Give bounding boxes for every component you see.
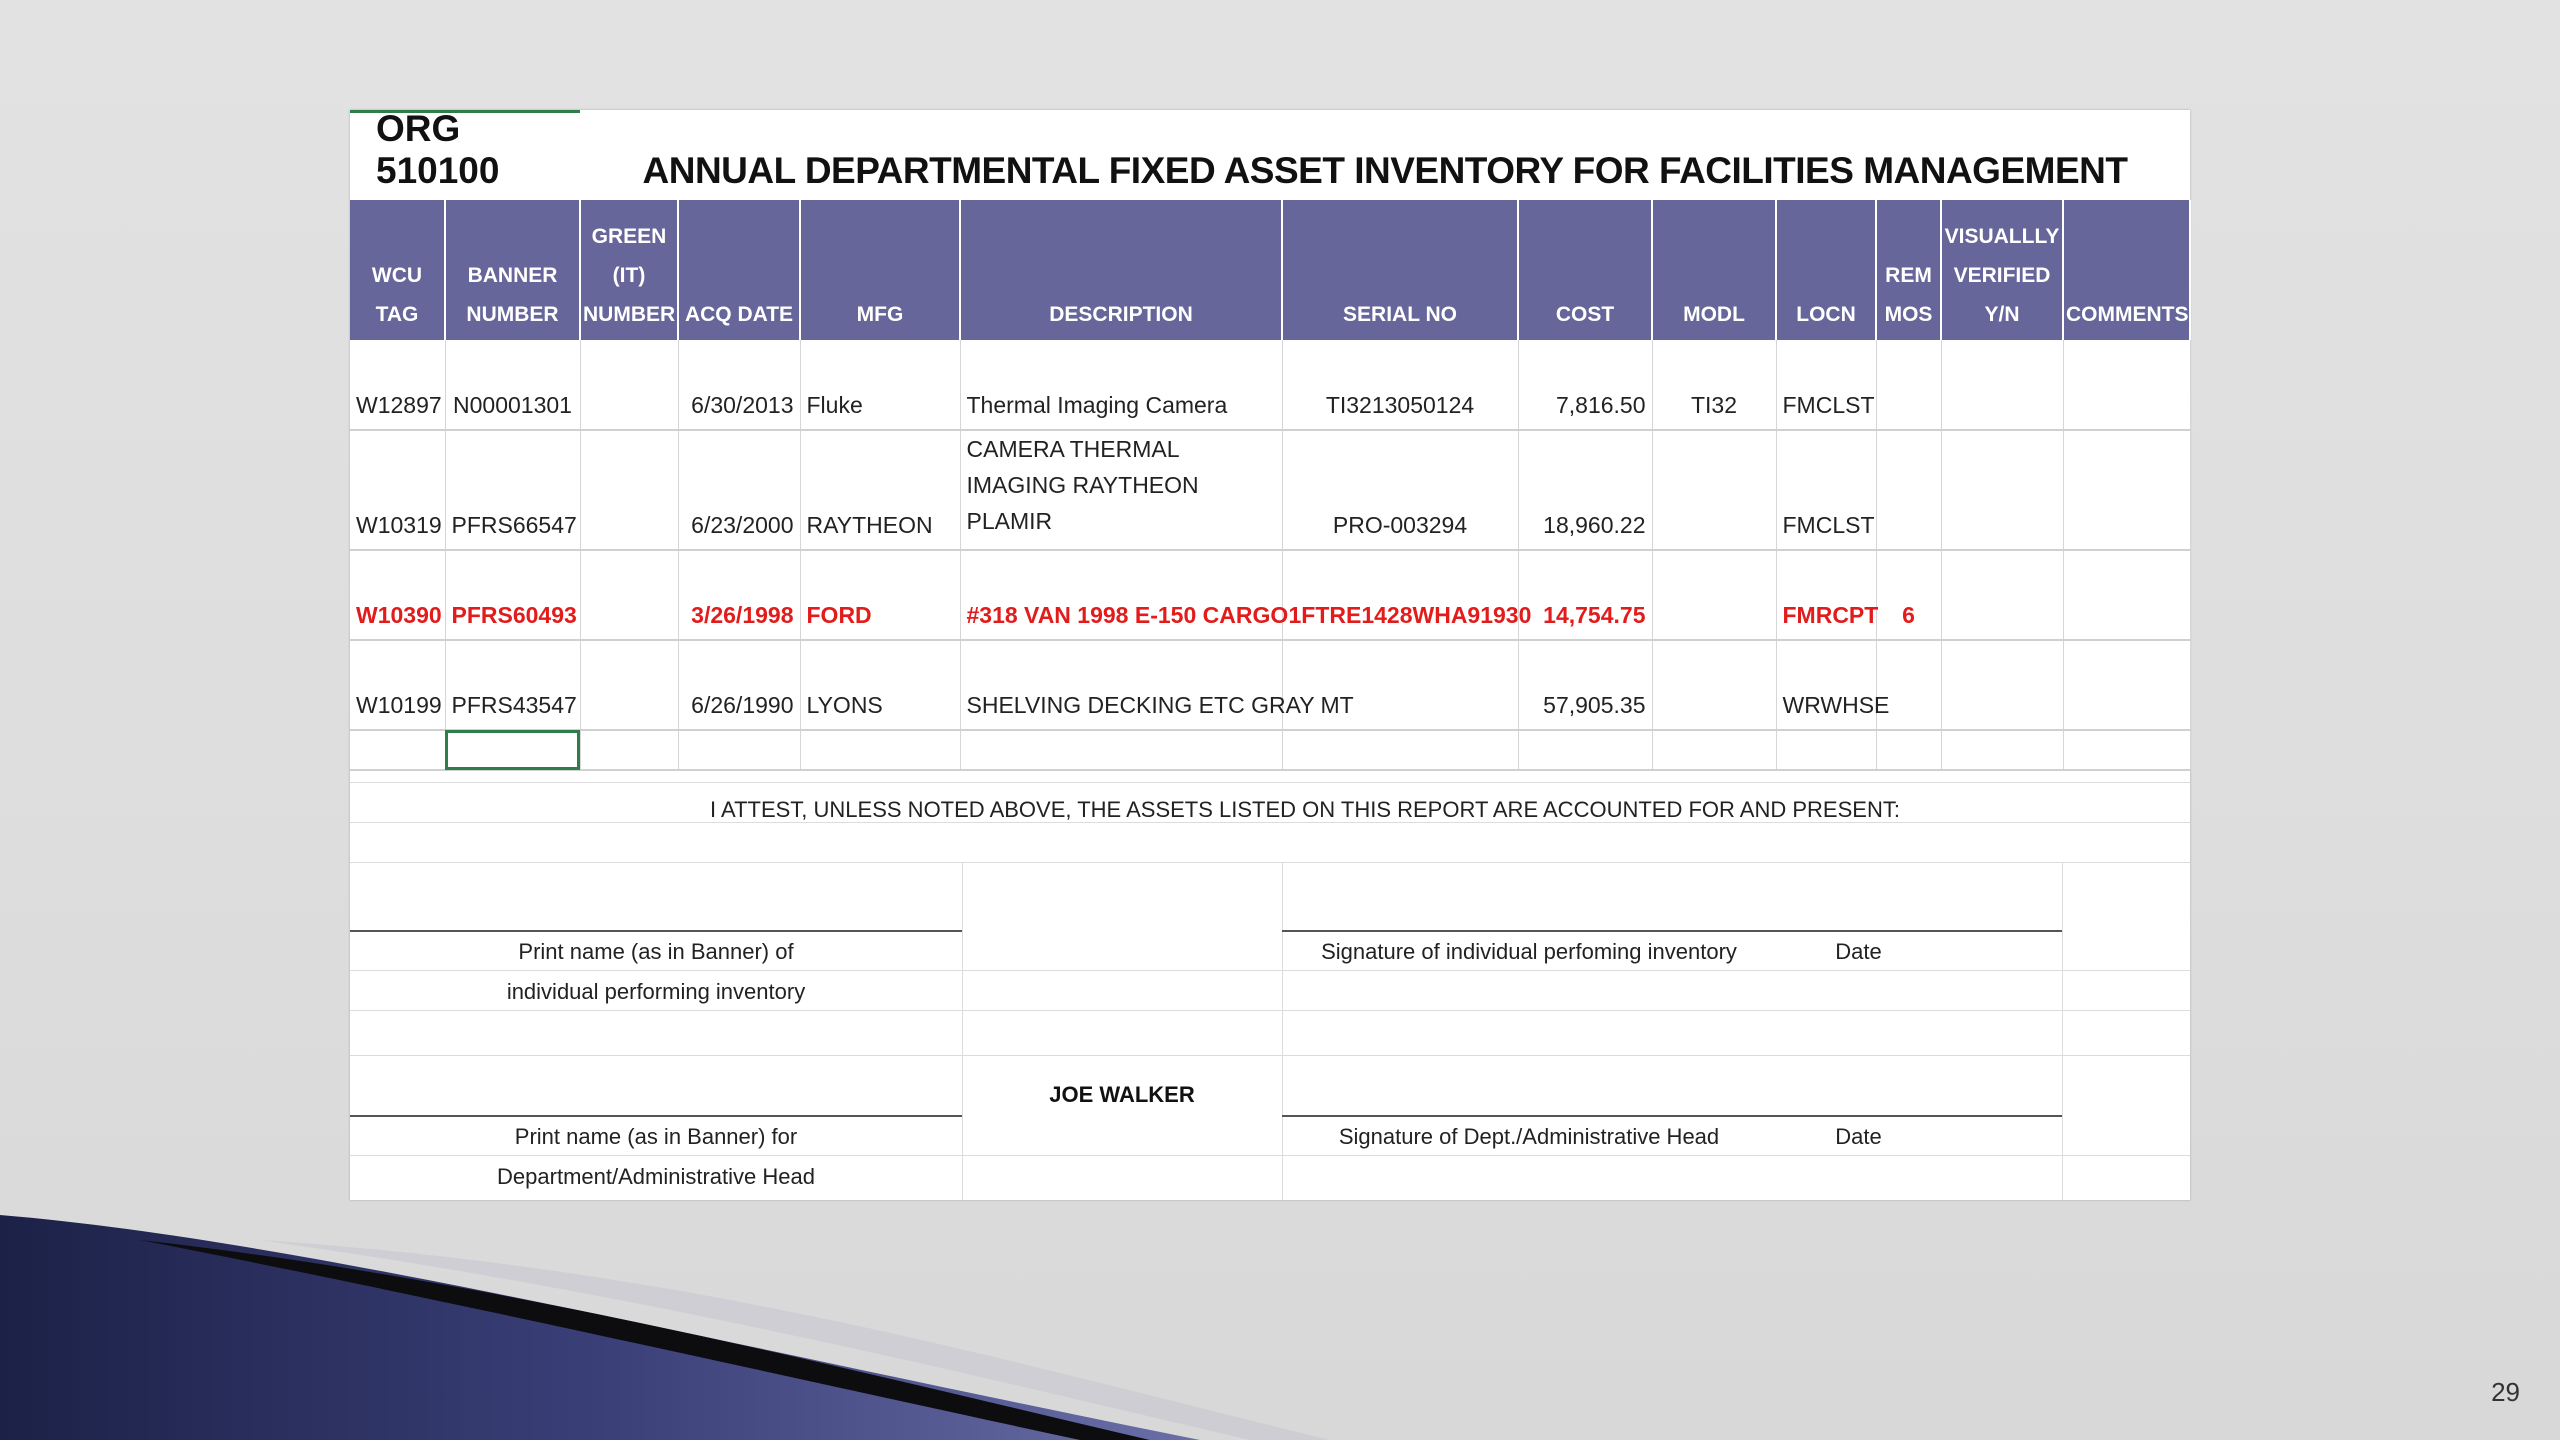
cell-modl[interactable] — [1652, 550, 1776, 640]
cell-serial-no[interactable]: PRO-003294 — [1282, 430, 1518, 550]
header-serial-no[interactable]: SERIAL NO — [1282, 200, 1518, 340]
spreadsheet — [350, 110, 2190, 1200]
cell-green-number[interactable] — [580, 550, 678, 640]
grid-line — [350, 862, 2190, 863]
attest-statement[interactable]: I ATTEST, UNLESS NOTED ABOVE, THE ASSETS LISTED ON THIS REPORT ARE ACCOUNTED FOR AND PRESENT: — [710, 797, 1900, 822]
print-name-label: Department/Administrative Head — [497, 1164, 815, 1189]
header-wcu-tag[interactable]: WCU TAG — [350, 200, 445, 340]
cell-banner-number[interactable]: N00001301 — [445, 340, 580, 430]
empty-cell[interactable] — [960, 730, 1282, 770]
header-description[interactable]: DESCRIPTION — [960, 200, 1282, 340]
print-name-label: Print name (as in Banner) for — [514, 1124, 798, 1149]
page-number: 29 — [2491, 1377, 2520, 1407]
grid-line — [2062, 862, 2063, 1200]
header-row — [350, 200, 2190, 340]
header-cost[interactable]: COST — [1518, 200, 1652, 340]
department-head-name[interactable]: JOE WALKER — [1049, 1082, 1195, 1107]
date-label: Date — [1835, 939, 1882, 964]
cell-cost[interactable]: 7,816.50 — [1518, 340, 1652, 430]
cell-cost[interactable]: 14,754.75 — [1518, 550, 1652, 640]
cell-modl[interactable] — [1652, 430, 1776, 550]
cell-wcu-tag[interactable]: W10199 — [350, 640, 445, 730]
cell-locn[interactable]: FMRCPT — [1776, 550, 1876, 640]
cell-rem-mos[interactable] — [1876, 430, 1941, 550]
cell-comments[interactable] — [2063, 640, 2190, 730]
empty-cell[interactable] — [1876, 730, 1941, 770]
selected-cell[interactable] — [445, 730, 580, 770]
empty-cell[interactable] — [1282, 730, 1518, 770]
grid-line — [962, 862, 963, 1200]
header-modl[interactable]: MODL — [1652, 200, 1776, 340]
cell-green-number[interactable] — [580, 340, 678, 430]
cell-cost[interactable]: 57,905.35 — [1518, 640, 1652, 730]
cell-description[interactable]: Thermal Imaging Camera — [960, 340, 1282, 430]
cell-rem-mos[interactable]: 6 — [1876, 550, 1941, 640]
header-mfg[interactable]: MFG — [800, 200, 960, 340]
cell-cost[interactable]: 18,960.22 — [1518, 430, 1652, 550]
header-visually-verified[interactable]: VISUALLLY VERIFIED Y/N — [1941, 200, 2063, 340]
cell-serial-no[interactable]: TI3213050124 — [1282, 340, 1518, 430]
empty-cell[interactable] — [1652, 730, 1776, 770]
table-row — [350, 340, 2190, 430]
header-locn[interactable]: LOCN — [1776, 200, 1876, 340]
cell-locn[interactable]: WRWHSE — [1776, 640, 1876, 730]
org-cell[interactable]: ORG 510100 — [350, 110, 580, 200]
empty-cell[interactable] — [2063, 730, 2190, 770]
decorative-swoosh — [0, 1200, 2560, 1440]
table-row-highlighted — [350, 550, 2190, 640]
cell-description[interactable]: CAMERA THERMAL IMAGING RAYTHEON PLAMIR — [960, 430, 1282, 550]
table-row — [350, 640, 2190, 730]
cell-locn[interactable]: FMCLST — [1776, 340, 1876, 430]
cell-green-number[interactable] — [580, 640, 678, 730]
empty-cell[interactable] — [1941, 730, 2063, 770]
cell-acq-date[interactable]: 3/26/1998 — [678, 550, 800, 640]
cell-acq-date[interactable]: 6/30/2013 — [678, 340, 800, 430]
signature-label: Signature of Dept./Administrative Head — [1338, 1124, 1720, 1149]
cell-banner-number[interactable]: PFRS66547 — [445, 430, 580, 550]
cell-verified[interactable] — [1941, 430, 2063, 550]
cell-comments[interactable] — [2063, 340, 2190, 430]
cell-description[interactable]: SHELVING DECKING ETC GRAY MT — [960, 640, 1282, 730]
empty-cell[interactable] — [580, 730, 678, 770]
empty-cell[interactable] — [800, 730, 960, 770]
empty-cell[interactable] — [1776, 730, 1876, 770]
cell-mfg[interactable]: Fluke — [800, 340, 960, 430]
cell-wcu-tag[interactable]: W10390 — [350, 550, 445, 640]
title-row — [350, 110, 2190, 200]
cell-verified[interactable] — [1941, 550, 2063, 640]
sheet-title[interactable]: ANNUAL DEPARTMENTAL FIXED ASSET INVENTORY FOR FACILITIES MANAGEMENT — [642, 150, 2128, 191]
cell-rem-mos[interactable] — [1876, 340, 1941, 430]
cell-mfg[interactable]: FORD — [800, 550, 960, 640]
cell-mfg[interactable]: LYONS — [800, 640, 960, 730]
cell-serial-no[interactable]: 1FTRE1428WHA91930 — [1282, 550, 1518, 640]
grid-line — [350, 782, 2190, 783]
table-row — [350, 430, 2190, 550]
empty-cell[interactable] — [678, 730, 800, 770]
header-acq-date[interactable]: ACQ DATE — [678, 200, 800, 340]
empty-cell[interactable] — [350, 730, 445, 770]
cell-verified[interactable] — [1941, 640, 2063, 730]
cell-banner-number[interactable]: PFRS60493 — [445, 550, 580, 640]
cell-wcu-tag[interactable]: W12897 — [350, 340, 445, 430]
print-name-label: Print name (as in Banner) of — [518, 939, 794, 964]
cell-comments[interactable] — [2063, 550, 2190, 640]
cell-mfg[interactable]: RAYTHEON — [800, 430, 960, 550]
cell-modl[interactable]: TI32 — [1652, 340, 1776, 430]
signature-label: Signature of individual perfoming inventory — [1321, 939, 1737, 964]
header-rem-mos[interactable]: REM MOS — [1876, 200, 1941, 340]
cell-locn[interactable]: FMCLST — [1776, 430, 1876, 550]
inventory-table — [350, 200, 2191, 771]
grid-line — [350, 1055, 2190, 1056]
cell-verified[interactable] — [1941, 340, 2063, 430]
header-comments[interactable]: COMMENTS — [2063, 200, 2190, 340]
cell-comments[interactable] — [2063, 430, 2190, 550]
table-row-empty — [350, 730, 2190, 770]
empty-cell[interactable] — [1518, 730, 1652, 770]
cell-description[interactable]: #318 VAN 1998 E-150 CARGO — [960, 550, 1282, 640]
cell-banner-number[interactable]: PFRS43547 — [445, 640, 580, 730]
header-banner-number[interactable]: BANNER NUMBER — [445, 200, 580, 340]
cell-wcu-tag[interactable]: W10319 — [350, 430, 445, 550]
date-label: Date — [1835, 1124, 1882, 1149]
header-green-number[interactable]: GREEN (IT) NUMBER — [580, 200, 678, 340]
cell-modl[interactable] — [1652, 640, 1776, 730]
cell-acq-date[interactable]: 6/23/2000 — [678, 430, 800, 550]
cell-green-number[interactable] — [580, 430, 678, 550]
cell-acq-date[interactable]: 6/26/1990 — [678, 640, 800, 730]
print-name-label: individual performing inventory — [506, 979, 806, 1004]
